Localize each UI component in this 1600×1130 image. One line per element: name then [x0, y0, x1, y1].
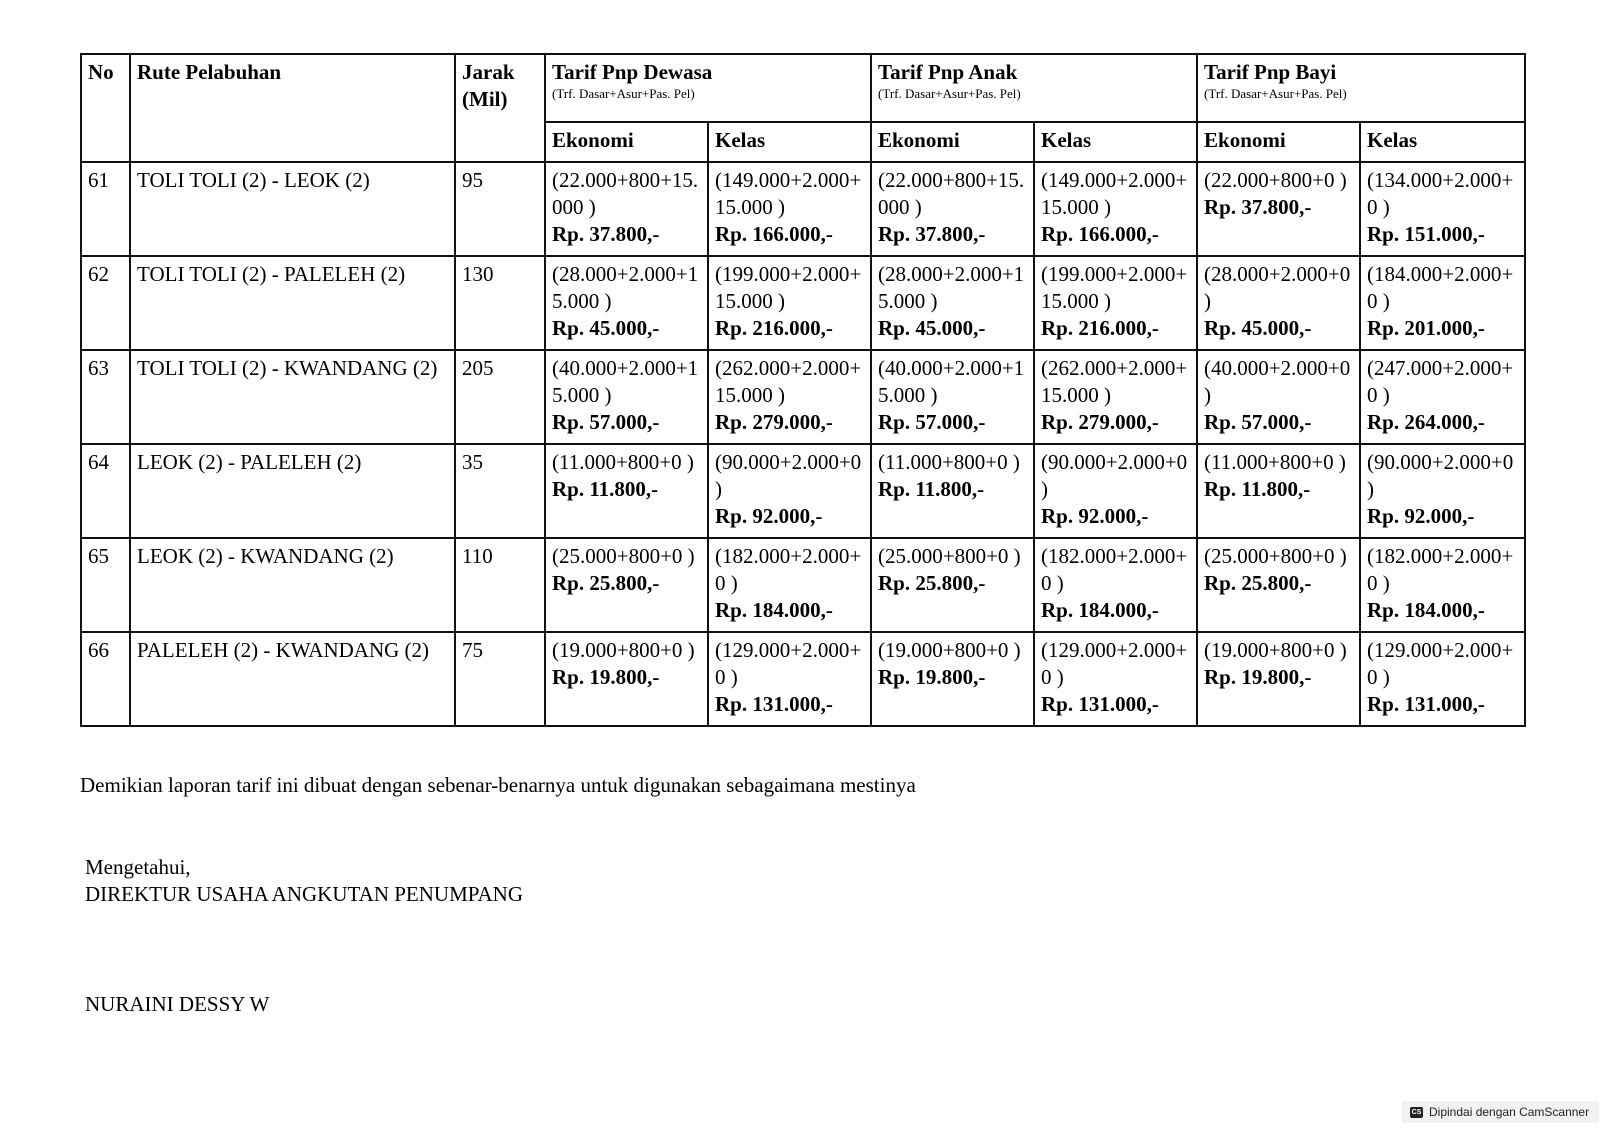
fare-total: Rp. 37.800,-	[878, 222, 986, 246]
row-number: 65	[81, 538, 130, 632]
camscanner-icon: CS	[1411, 1108, 1422, 1116]
row-number: 63	[81, 350, 130, 444]
fare-cell	[545, 444, 708, 538]
fare-breakdown: (11.000+800+0 )	[552, 450, 694, 474]
closing-statement: Demikian laporan tarif ini dibuat dengan sebenar-benarnya untuk digunakan sebagaimana mestinya	[80, 773, 916, 797]
fare-cell	[871, 632, 1034, 726]
fare-total: Rp. 25.800,-	[552, 571, 660, 595]
route-name: PALELEH (2) - KWANDANG (2)	[130, 632, 455, 726]
fare-total: Rp. 57.000,-	[552, 410, 660, 434]
fare-total: Rp. 92.000,-	[1041, 504, 1149, 528]
fare-breakdown: (40.000+2.000+0 )	[1204, 356, 1351, 407]
scanner-text: Dipindai dengan CamScanner	[1429, 1105, 1590, 1119]
fare-breakdown: (247.000+2.000+0 )	[1367, 356, 1514, 407]
fare-cell	[1360, 538, 1525, 632]
fare-total: Rp. 131.000,-	[1367, 692, 1485, 716]
fare-breakdown: (11.000+800+0 )	[878, 450, 1020, 474]
fare-cell	[1197, 538, 1360, 632]
fare-breakdown: (28.000+2.000+0 )	[1204, 262, 1351, 313]
fare-cell	[1034, 256, 1197, 350]
fare-cell	[1197, 632, 1360, 726]
route-name: TOLI TOLI (2) - KWANDANG (2)	[130, 350, 455, 444]
distance-miles: 95	[455, 162, 545, 256]
fare-cell	[1034, 632, 1197, 726]
fare-cell	[1197, 350, 1360, 444]
fare-cell	[1360, 256, 1525, 350]
fare-total: Rp. 45.000,-	[1204, 316, 1312, 340]
fare-breakdown: (129.000+2.000+0 )	[1041, 638, 1188, 689]
fare-breakdown: (25.000+800+0 )	[552, 544, 695, 568]
fare-cell	[708, 162, 871, 256]
header-group-anak	[871, 54, 1197, 122]
fare-total: Rp. 92.000,-	[715, 504, 823, 528]
group-title: Tarif Pnp Bayi	[1204, 60, 1337, 84]
fare-cell	[545, 350, 708, 444]
fare-total: Rp. 57.000,-	[878, 410, 986, 434]
route-name: TOLI TOLI (2) - PALELEH (2)	[130, 256, 455, 350]
fare-cell	[1034, 350, 1197, 444]
fare-breakdown: (19.000+800+0 )	[878, 638, 1021, 662]
fare-total: Rp. 184.000,-	[715, 598, 833, 622]
fare-breakdown: (22.000+800+0 )	[1204, 168, 1347, 192]
fare-total: Rp. 25.800,-	[878, 571, 986, 595]
fare-breakdown: (25.000+800+0 )	[878, 544, 1021, 568]
fare-cell	[545, 256, 708, 350]
fare-breakdown: (199.000+2.000+15.000 )	[715, 262, 862, 313]
fare-cell	[545, 632, 708, 726]
row-number: 66	[81, 632, 130, 726]
fare-cell	[545, 162, 708, 256]
fare-cell	[871, 162, 1034, 256]
fare-breakdown: (262.000+2.000+15.000 )	[1041, 356, 1188, 407]
distance-miles: 130	[455, 256, 545, 350]
fare-total: Rp. 151.000,-	[1367, 222, 1485, 246]
fare-breakdown: (19.000+800+0 )	[1204, 638, 1347, 662]
header-bayi-ekonomi: Ekonomi	[1197, 122, 1360, 162]
fare-cell	[708, 444, 871, 538]
fare-total: Rp. 11.800,-	[1204, 477, 1311, 501]
fare-cell	[1360, 444, 1525, 538]
fare-breakdown: (22.000+800+15.000 )	[552, 168, 699, 219]
fare-total: Rp. 45.000,-	[552, 316, 660, 340]
fare-cell	[708, 632, 871, 726]
group-note: (Trf. Dasar+Asur+Pas. Pel)	[552, 86, 695, 101]
signatory-position: DIREKTUR USAHA ANGKUTAN PENUMPANG	[85, 882, 523, 906]
fare-total: Rp. 19.800,-	[1204, 665, 1312, 689]
group-title: Tarif Pnp Anak	[878, 60, 1018, 84]
fare-total: Rp. 37.800,-	[1204, 195, 1312, 219]
fare-total: Rp. 166.000,-	[715, 222, 833, 246]
fare-breakdown: (90.000+2.000+0 )	[1041, 450, 1188, 501]
group-title: Tarif Pnp Dewasa	[552, 60, 713, 84]
fare-total: Rp. 37.800,-	[552, 222, 660, 246]
fare-total: Rp. 45.000,-	[878, 316, 986, 340]
group-note: (Trf. Dasar+Asur+Pas. Pel)	[1204, 86, 1347, 101]
table-row	[81, 256, 1525, 350]
table-row	[81, 538, 1525, 632]
header-bayi-kelas: Kelas	[1360, 122, 1525, 162]
fare-breakdown: (129.000+2.000+0 )	[715, 638, 862, 689]
fare-cell	[871, 350, 1034, 444]
fare-cell	[1360, 632, 1525, 726]
fare-table-body	[81, 162, 1525, 726]
acknowledgement-label: Mengetahui,	[85, 855, 191, 879]
fare-total: Rp. 216.000,-	[1041, 316, 1159, 340]
fare-cell	[1360, 350, 1525, 444]
fare-breakdown: (182.000+2.000+0 )	[1041, 544, 1188, 595]
header-group-dewasa	[545, 54, 871, 122]
distance-miles: 75	[455, 632, 545, 726]
fare-breakdown: (149.000+2.000+15.000 )	[1041, 168, 1188, 219]
fare-total: Rp. 92.000,-	[1367, 504, 1475, 528]
fare-breakdown: (11.000+800+0 )	[1204, 450, 1346, 474]
fare-breakdown: (129.000+2.000+0 )	[1367, 638, 1514, 689]
route-name: TOLI TOLI (2) - LEOK (2)	[130, 162, 455, 256]
table-row	[81, 632, 1525, 726]
fare-breakdown: (262.000+2.000+15.000 )	[715, 356, 862, 407]
fare-total: Rp. 184.000,-	[1041, 598, 1159, 622]
fare-breakdown: (90.000+2.000+0 )	[715, 450, 862, 501]
acknowledgement-block	[85, 854, 523, 908]
header-anak-kelas: Kelas	[1034, 122, 1197, 162]
fare-table	[80, 53, 1526, 727]
fare-breakdown: (182.000+2.000+0 )	[715, 544, 862, 595]
row-number: 61	[81, 162, 130, 256]
fare-breakdown: (182.000+2.000+0 )	[1367, 544, 1514, 595]
header-group-bayi	[1197, 54, 1525, 122]
row-number: 62	[81, 256, 130, 350]
fare-cell	[1360, 162, 1525, 256]
fare-total: Rp. 19.800,-	[878, 665, 986, 689]
fare-cell	[1197, 444, 1360, 538]
fare-cell	[1197, 256, 1360, 350]
fare-total: Rp. 279.000,-	[1041, 410, 1159, 434]
header-no: No	[81, 54, 130, 162]
fare-cell	[871, 538, 1034, 632]
fare-total: Rp. 166.000,-	[1041, 222, 1159, 246]
fare-breakdown: (25.000+800+0 )	[1204, 544, 1347, 568]
fare-breakdown: (40.000+2.000+15.000 )	[552, 356, 699, 407]
distance-miles: 110	[455, 538, 545, 632]
fare-total: Rp. 131.000,-	[715, 692, 833, 716]
fare-breakdown: (149.000+2.000+15.000 )	[715, 168, 862, 219]
header-distance: Jarak (Mil)	[455, 54, 545, 162]
fare-cell	[871, 444, 1034, 538]
table-row	[81, 162, 1525, 256]
signatory-name: NURAINI DESSY W	[85, 992, 270, 1016]
fare-total: Rp. 131.000,-	[1041, 692, 1159, 716]
scanner-watermark	[1402, 1101, 1599, 1123]
fare-cell	[708, 350, 871, 444]
table-row	[81, 350, 1525, 444]
fare-breakdown: (199.000+2.000+15.000 )	[1041, 262, 1188, 313]
fare-total: Rp. 11.800,-	[552, 477, 659, 501]
fare-breakdown: (40.000+2.000+15.000 )	[878, 356, 1025, 407]
fare-total: Rp. 264.000,-	[1367, 410, 1485, 434]
fare-total: Rp. 279.000,-	[715, 410, 833, 434]
fare-cell	[1034, 162, 1197, 256]
distance-miles: 35	[455, 444, 545, 538]
header-route: Rute Pelabuhan	[130, 54, 455, 162]
header-dewasa-kelas: Kelas	[708, 122, 871, 162]
fare-total: Rp. 25.800,-	[1204, 571, 1312, 595]
fare-breakdown: (22.000+800+15.000 )	[878, 168, 1025, 219]
fare-total: Rp. 216.000,-	[715, 316, 833, 340]
header-dewasa-ekonomi: Ekonomi	[545, 122, 708, 162]
header-row-groups	[81, 54, 1525, 122]
fare-total: Rp. 57.000,-	[1204, 410, 1312, 434]
fare-total: Rp. 184.000,-	[1367, 598, 1485, 622]
route-name: LEOK (2) - KWANDANG (2)	[130, 538, 455, 632]
fare-breakdown: (19.000+800+0 )	[552, 638, 695, 662]
header-anak-ekonomi: Ekonomi	[871, 122, 1034, 162]
fare-breakdown: (134.000+2.000+0 )	[1367, 168, 1514, 219]
fare-total: Rp. 11.800,-	[878, 477, 985, 501]
fare-cell	[708, 256, 871, 350]
fare-cell	[1197, 162, 1360, 256]
fare-cell	[871, 256, 1034, 350]
group-note: (Trf. Dasar+Asur+Pas. Pel)	[878, 86, 1021, 101]
fare-breakdown: (28.000+2.000+15.000 )	[552, 262, 699, 313]
route-name: LEOK (2) - PALELEH (2)	[130, 444, 455, 538]
fare-cell	[1034, 444, 1197, 538]
fare-breakdown: (28.000+2.000+15.000 )	[878, 262, 1025, 313]
fare-cell	[545, 538, 708, 632]
row-number: 64	[81, 444, 130, 538]
fare-cell	[1034, 538, 1197, 632]
fare-breakdown: (90.000+2.000+0 )	[1367, 450, 1514, 501]
fare-cell	[708, 538, 871, 632]
distance-miles: 205	[455, 350, 545, 444]
fare-breakdown: (184.000+2.000+0 )	[1367, 262, 1514, 313]
fare-total: Rp. 19.800,-	[552, 665, 660, 689]
fare-total: Rp. 201.000,-	[1367, 316, 1485, 340]
table-row	[81, 444, 1525, 538]
